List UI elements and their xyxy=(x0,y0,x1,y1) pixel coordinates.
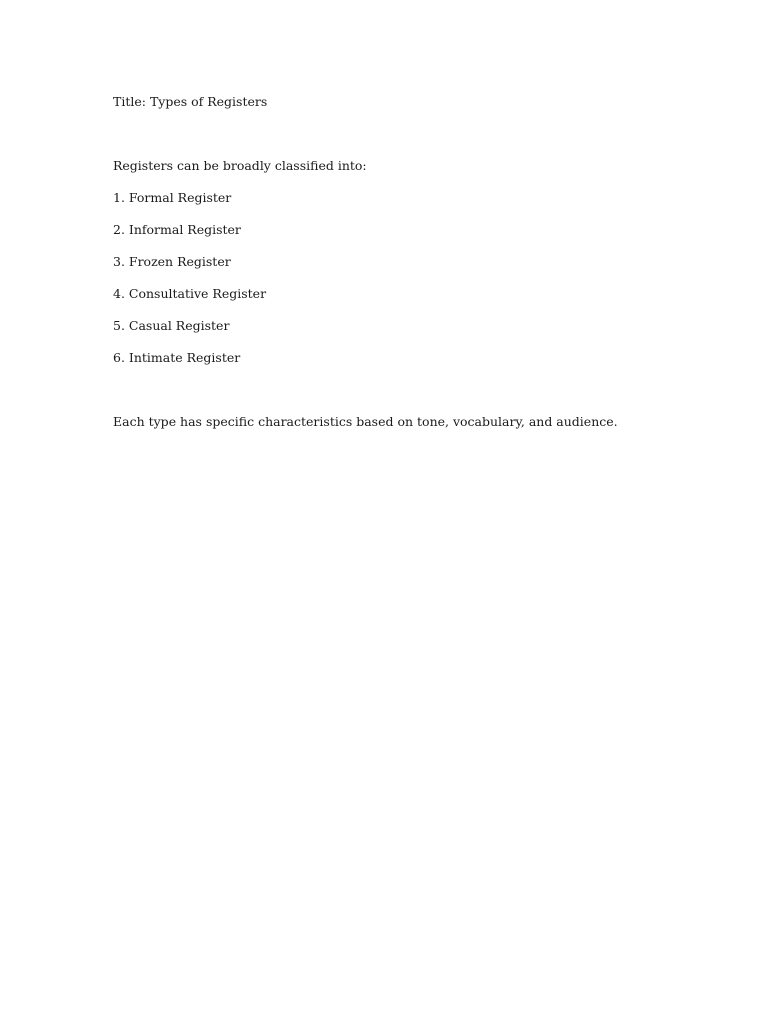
document-title: Title: Types of Registers xyxy=(113,94,268,109)
intro-paragraph: Registers can be broadly classified into: xyxy=(113,158,367,173)
closing-paragraph: Each type has specific characteristics based on tone, vocabulary, and audience. xyxy=(113,414,618,429)
document-body xyxy=(113,93,673,431)
list-item: 2. Informal Register xyxy=(113,222,241,237)
list-item: 4. Consultative Register xyxy=(113,286,267,301)
list-item: 3. Frozen Register xyxy=(113,254,231,269)
list-item: 6. Intimate Register xyxy=(113,350,241,365)
list-item: 5. Casual Register xyxy=(113,318,230,333)
register-list xyxy=(113,189,673,367)
list-item: 1. Formal Register xyxy=(113,190,232,205)
